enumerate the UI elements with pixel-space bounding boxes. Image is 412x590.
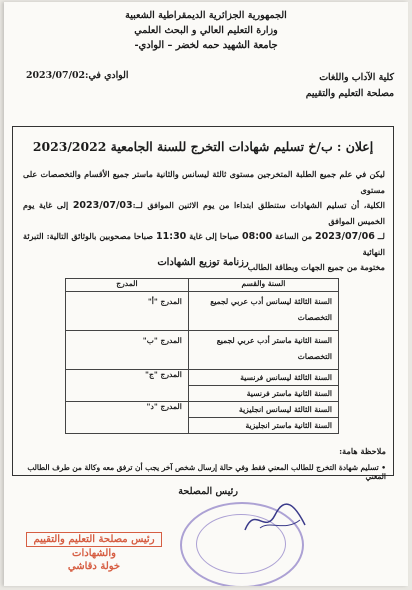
hall-cell: المدرج "د" bbox=[66, 402, 189, 434]
body-line-1: ليكن في علم جميع الطلبة المتخرجين مستوى ثالثة ليسانس والثانية ماستر جميع الأقسام والتخصصات على مستوى bbox=[23, 169, 385, 195]
stamp-name: خولة دقاشي bbox=[67, 561, 121, 572]
start-time: 08:00 bbox=[241, 231, 273, 242]
body-line-2: الكلية، أن تسليم الشهادات ستنطلق ابتداءا من يوم الاثنين الموافق لــ:2023/07/03 إلى غاية يوم الخميس الموافق bbox=[23, 200, 385, 226]
level-cell: السنة الثالثة ليسانس أدب عربي لجميع التخصصات bbox=[188, 292, 338, 331]
table-row bbox=[66, 292, 339, 331]
end-date: 2023/07/06 bbox=[315, 231, 375, 242]
letterhead bbox=[4, 8, 408, 53]
table-row bbox=[66, 331, 339, 370]
department-name: مصلحة التعليم والتقييم bbox=[305, 88, 394, 99]
body-line-3: لــ 2023/07/06 من الساعة 08:00 صباحا إلى غاية 11:30 صباحا مصحوبين بالوثائق التالية: التبرئة النهائية bbox=[23, 231, 386, 257]
handwritten-signature bbox=[240, 500, 310, 540]
column-header-hall: المدرج bbox=[66, 279, 189, 292]
republic-line: الجمهورية الجزائرية الديمقراطية الشعبية bbox=[125, 10, 287, 21]
hall-cell: المدرج "ب" bbox=[66, 331, 189, 370]
schedule-title: رزنامة توزيع الشهادات bbox=[157, 257, 249, 268]
announcement-frame bbox=[12, 126, 394, 476]
body-line-4: مختومة من جميع الجهات وبطاقة الطالب bbox=[247, 262, 385, 272]
table-row bbox=[66, 402, 339, 418]
start-date: 2023/07/03 bbox=[72, 200, 133, 211]
column-header-level: السنة والقسم bbox=[188, 279, 338, 292]
schedule-table bbox=[65, 278, 339, 434]
signatory-title: رئيس المصلحة bbox=[178, 486, 238, 497]
hall-cell: المدرج "أ" bbox=[66, 292, 189, 331]
ministry-line: وزارة التعليم العالي و البحث العلمي bbox=[134, 25, 278, 36]
hall-cell: المدرج "ج" bbox=[66, 370, 189, 402]
level-cell: السنة الثانية ماستر أدب عربي لجميع التخصصات bbox=[188, 331, 338, 370]
name-stamp bbox=[10, 532, 178, 586]
notes-title: ملاحظة هامة: bbox=[339, 446, 386, 456]
notes-item: • تسليم شهادة التخرج للطالب المعني فقط وفي حالة إرسال شخص آخر يجب أن ترفق معه وكالة من طرف الطالب المعني bbox=[27, 463, 386, 481]
stamp-line-2: والشهادات bbox=[72, 548, 116, 559]
level-cell: السنة الثانية ماستر فرنسية bbox=[188, 386, 338, 402]
level-cell: السنة الثالثة ليسانس انجليزية bbox=[188, 402, 338, 418]
issuer-block bbox=[244, 70, 394, 102]
stamp-line-1: رئيس مصلحة التعليم والتقييم bbox=[26, 532, 161, 547]
table-row bbox=[66, 370, 339, 386]
announcement-title: إعلان : ب/خ تسليم شهادات التخرج للسنة الجامعية 2023/2022 bbox=[32, 139, 374, 154]
university-line: جامعة الشهيد حمه لخضر – الوادي- bbox=[134, 40, 278, 51]
document-date: الوادي في:2023/07/02 bbox=[26, 70, 129, 81]
level-cell: السنة الثالثة ليسانس فرنسية bbox=[188, 370, 338, 386]
document-page bbox=[4, 2, 408, 586]
end-time: 11:30 bbox=[156, 231, 187, 242]
level-cell: السنة الثانية ماستر انجليزية bbox=[188, 418, 338, 434]
faculty-name: كلية الآداب واللغات bbox=[319, 72, 394, 83]
